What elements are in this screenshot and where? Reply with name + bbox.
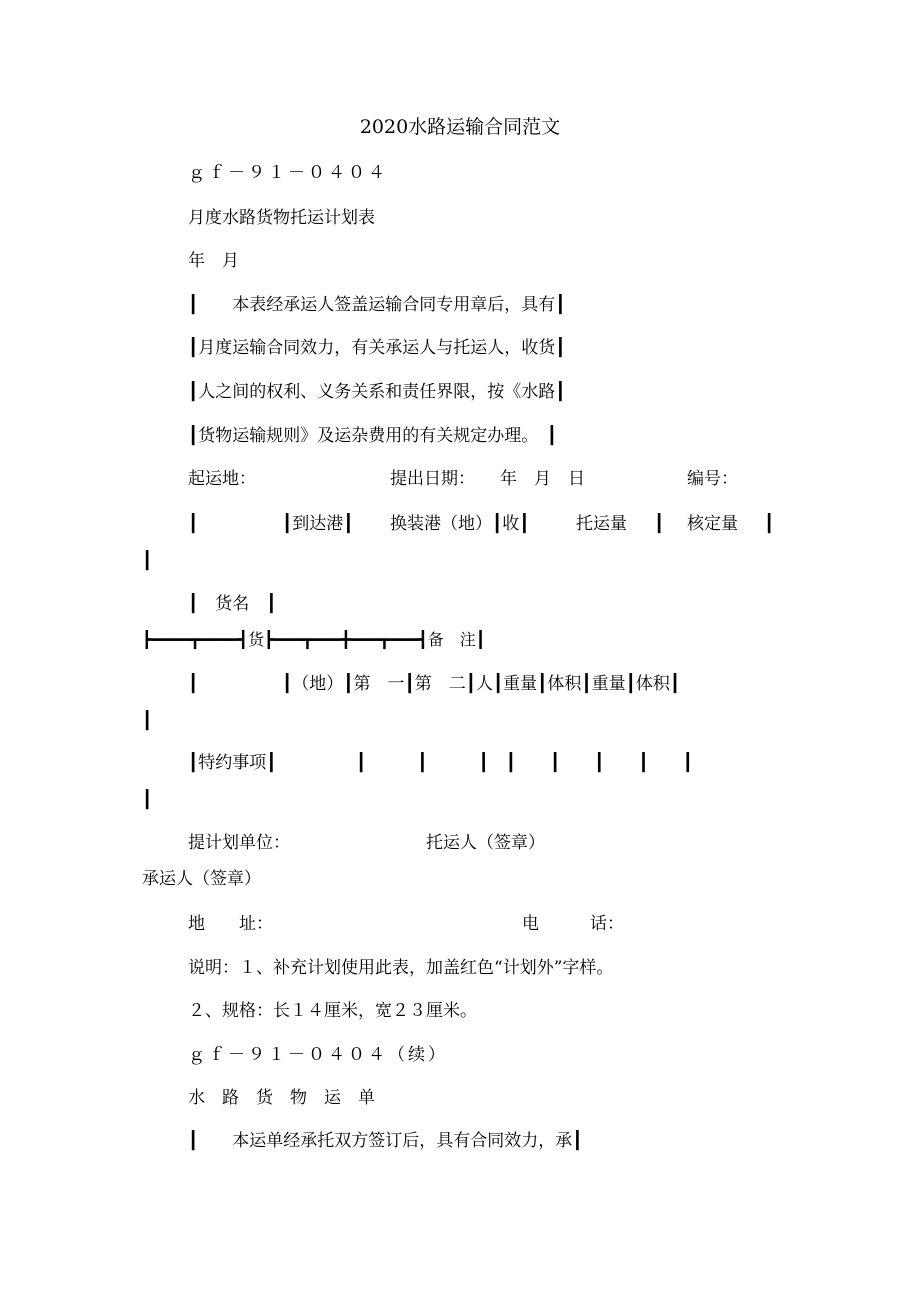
- notice-line: ┃人之间的权利、义务关系和责任界限，按《水路┃: [188, 382, 566, 402]
- year-month-line: 年 月: [188, 251, 239, 271]
- special-terms-cells: ┃ ┃ ┃ ┃ ┃ ┃ ┃ ┃: [356, 753, 693, 773]
- form-title: 月度水路货物托运计划表: [188, 208, 375, 228]
- table-border: ┃: [188, 674, 199, 694]
- form-code: ｇｆ－９１－０４０４: [188, 163, 388, 183]
- table-header-goods: ┃ 货名 ┃: [188, 594, 277, 614]
- notice-line: ┃月度运输合同效力，有关承运人与托运人，收货┃: [188, 338, 566, 358]
- notice-line: ┃货物运输规则》及运杂费用的有关规定办理。 ┃: [188, 426, 557, 446]
- table-cell: 核定量: [687, 514, 738, 534]
- note-line: ２、规格：长１４厘米，宽２３厘米。: [188, 1001, 477, 1021]
- info-row: [0, 469, 920, 489]
- document-title: 2020水路运输合同范文: [359, 116, 561, 138]
- table-wrap-border: ┃: [142, 790, 153, 810]
- table-wrap-border: ┃: [142, 551, 153, 571]
- shipper-label: 托运人（签章）: [426, 833, 545, 853]
- signature-row: [0, 833, 920, 853]
- carrier-label: 承运人（签章）: [142, 869, 261, 889]
- number-label: 编号：: [687, 469, 738, 489]
- table-cell: ┃到达港┃: [282, 514, 354, 534]
- table-header-row: [0, 514, 920, 534]
- origin-label: 起运地：: [188, 469, 256, 489]
- phone-label: 电 话：: [522, 914, 624, 934]
- waybill-notice-line: ┃ 本运单经承托双方签订后，具有合同效力，承┃: [188, 1131, 583, 1151]
- note-line: 说明：１、补充计划使用此表，加盖红色“计划外”字样。: [188, 958, 614, 978]
- table-cell: 托运量: [576, 514, 627, 534]
- waybill-title: 水 路 货 物 运 单: [188, 1088, 375, 1108]
- address-row: [0, 914, 920, 934]
- table-border: ┃: [654, 514, 665, 534]
- table-cell: 换装港（地）┃收┃: [390, 514, 530, 534]
- special-terms-row: [0, 753, 920, 773]
- table-rule-line: ┣━━━━┳━━━━┫货┣━━━┳━━━╋━━━┳━━━┫备 注┃: [142, 630, 486, 649]
- notice-line: ┃ 本表经承运人签盖运输合同专用章后，具有┃: [188, 295, 566, 315]
- planner-label: 提计划单位：: [188, 833, 290, 853]
- table-wrap-border: ┃: [142, 711, 153, 731]
- date-label: 提出日期：: [390, 469, 475, 489]
- date-parts: 年 月 日: [500, 469, 585, 489]
- form-code-continued: ｇｆ－９１－０４０４（续）: [188, 1045, 448, 1065]
- special-terms-label: ┃特约事项┃: [188, 753, 277, 773]
- table-border: ┃: [188, 514, 199, 534]
- table-cell: ┃（地）┃第 一┃第 二┃人┃重量┃体积┃重量┃体积┃: [282, 674, 681, 694]
- table-border: ┃: [764, 514, 775, 534]
- table-subheader-row: [0, 674, 920, 694]
- address-label: 地 址：: [188, 914, 273, 934]
